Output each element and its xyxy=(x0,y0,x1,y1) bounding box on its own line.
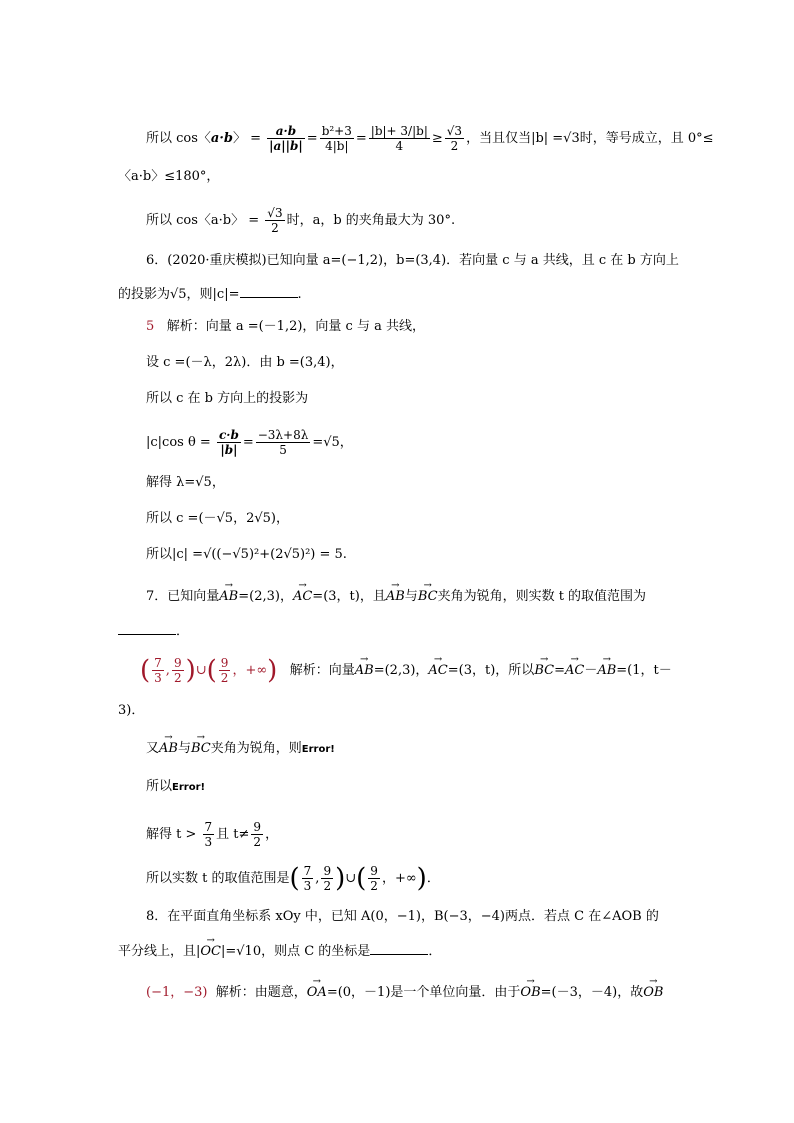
question-8-line-2: 平分线上，且|→ OC|=√10，则点 C 的坐标是 ． xyxy=(118,942,441,961)
fraction: $\frac{9}{2}$ xyxy=(253,820,262,849)
vector-AB: → AB xyxy=(355,662,374,680)
vector-AC: → AC xyxy=(565,662,584,680)
text: 解析：向量 a =(－1,2)，向量 c 与 a 共线， xyxy=(166,319,425,334)
fraction: $\frac{|b|+ 3/|b|}{4}$ xyxy=(370,124,428,153)
text: ≥ xyxy=(431,131,443,146)
answer: 5 xyxy=(146,319,155,334)
fraction: $\frac{9}{2}$ xyxy=(323,864,332,893)
q6-solution-7: 所以|c| =√((−√5)²+(2√5)²) = 5. xyxy=(146,547,347,562)
text: 〉 = xyxy=(232,131,261,146)
q6-solution-6: 所以 c =(－√5，2√5)， xyxy=(146,511,289,526)
vector-OB: → OB xyxy=(643,984,663,1002)
q6-solution-1 xyxy=(146,318,425,336)
text: 所以 cos〈 xyxy=(146,131,211,146)
fraction: $\frac{\text{b²+3}}{4|b|}$ xyxy=(321,124,352,153)
fraction: $\frac{7}{3}$ xyxy=(303,864,312,893)
q7-solution-1: ( $\frac{7}{3}$ , $\frac{9}{2}$ )∪( $\frac{9}{2}$ ，+∞) 解析：向量→ AB=(2,3)，→ AC=(3，t)，所以→ BC=→ AC－→ AB=(1，t－ xyxy=(140,656,672,685)
vector-BC: → BC xyxy=(191,740,211,758)
text: ，当且仅当|b| =√3时，等号成立，且 0°≤ xyxy=(466,131,714,146)
text-line: 〈a·b〉≤180°， xyxy=(118,169,220,184)
vector-AC: → AC xyxy=(293,588,312,606)
answer-blank xyxy=(240,285,298,298)
vector-OA: → OA xyxy=(307,984,327,1002)
fraction: $\frac{7}{3}$ xyxy=(154,656,162,685)
fraction: $\frac{a\cdot b}{|a||b|}$ xyxy=(269,124,303,153)
question-7-line-1: 7．已知向量→ AB=(2,3)，→ AC=(3，t)，且→ AB与→ BC夹角为锐角，则实数 t 的取值范围为 xyxy=(146,588,646,606)
q8-solution-1: (−1，−3) 解析：由题意，→ OA=(0，－1)是一个单位向量．由于→ OB=(－3，－4)，故→ OB xyxy=(146,984,663,1002)
q6-solution-4 xyxy=(146,428,353,457)
text: 时，a，b 的夹角最大为 30°. xyxy=(286,213,456,228)
text: = xyxy=(355,131,367,146)
answer: (−1，−3) xyxy=(146,985,208,1000)
fraction: $\frac{√3}{2}$ xyxy=(267,206,283,235)
q6-solution-2: 设 c =(－λ，2λ)．由 b =(3,4)， xyxy=(146,355,344,370)
text: 所以 cos〈a·b〉 = xyxy=(146,213,260,228)
fraction: $\frac{9}{2}$ xyxy=(173,656,182,685)
question-7-line-2: ． xyxy=(118,622,189,641)
text: 的投影为√5，则|c|= xyxy=(118,287,240,302)
fraction: $\frac{c\cdot b}{|b|}$ xyxy=(218,428,239,457)
vector-BC: → BC xyxy=(534,662,554,680)
formula-line-cos xyxy=(146,124,714,153)
answer-blank xyxy=(370,942,428,955)
q7-solution-2: 3)． xyxy=(118,703,145,718)
vector-BC: → BC xyxy=(418,588,438,606)
vector-OB: → OB xyxy=(520,984,540,1002)
fraction: $\frac{√3}{2}$ xyxy=(446,124,463,153)
vector-OC: → OC xyxy=(200,943,221,961)
text: = xyxy=(242,435,254,450)
text: |c|cos θ = xyxy=(146,435,211,450)
error-placeholder: Error! xyxy=(172,782,206,793)
q7-solution-5: 解得 t > $\frac{7}{3}$ 且 t≠ $\frac{9}{2}$ ， xyxy=(146,820,279,849)
fraction: $\frac{-3\lambda+8\lambda}{5}$ xyxy=(257,428,309,457)
vector-AB: → AB xyxy=(597,662,616,680)
q7-solution-4: 所以Error! xyxy=(146,779,206,794)
question-8-line-1: 8．在平面直角坐标系 xOy 中，已知 A(0，−1)，B(−3，−4)两点．若点 C 在∠AOB 的 xyxy=(146,909,659,924)
text: a·b xyxy=(210,131,233,146)
vector-AB: → AB xyxy=(386,588,405,606)
q7-solution-6: 所以实数 t 的取值范围是( $\frac{7}{3}$ , $\frac{9}{2}$ )∪( $\frac{9}{2}$ ，+∞)． xyxy=(146,863,440,894)
vector-AC: → AC xyxy=(428,662,447,680)
answer-blank xyxy=(118,622,176,635)
vector-AB: → AB xyxy=(159,740,178,758)
q6-solution-3: 所以 c 在 b 方向上的投影为 xyxy=(146,391,309,406)
q7-solution-3: 又→ AB与→ BC夹角为锐角，则Error! xyxy=(146,740,335,759)
error-placeholder: Error! xyxy=(301,744,335,755)
question-6-line-1: 6．(2020·重庆模拟)已知向量 a=(−1,2)，b=(3,4)．若向量 c 与 a 共线，且 c 在 b 方向上 xyxy=(146,253,679,268)
text: =√5， xyxy=(312,435,353,450)
question-6-line-2: 的投影为√5，则|c|= . xyxy=(118,287,302,302)
vector-AB: → AB xyxy=(219,588,238,606)
q6-solution-5: 解得 λ=√5， xyxy=(146,475,225,490)
formula-line-cos-result xyxy=(146,206,455,235)
fraction: $\frac{7}{3}$ xyxy=(204,820,213,849)
text: = xyxy=(306,131,318,146)
fraction: $\frac{9}{2}$ xyxy=(370,864,378,893)
fraction: $\frac{9}{2}$ xyxy=(220,656,229,685)
answer: ( $\frac{7}{3}$ , $\frac{9}{2}$ )∪( $\frac{9}{2}$ ，+∞) xyxy=(140,655,278,686)
